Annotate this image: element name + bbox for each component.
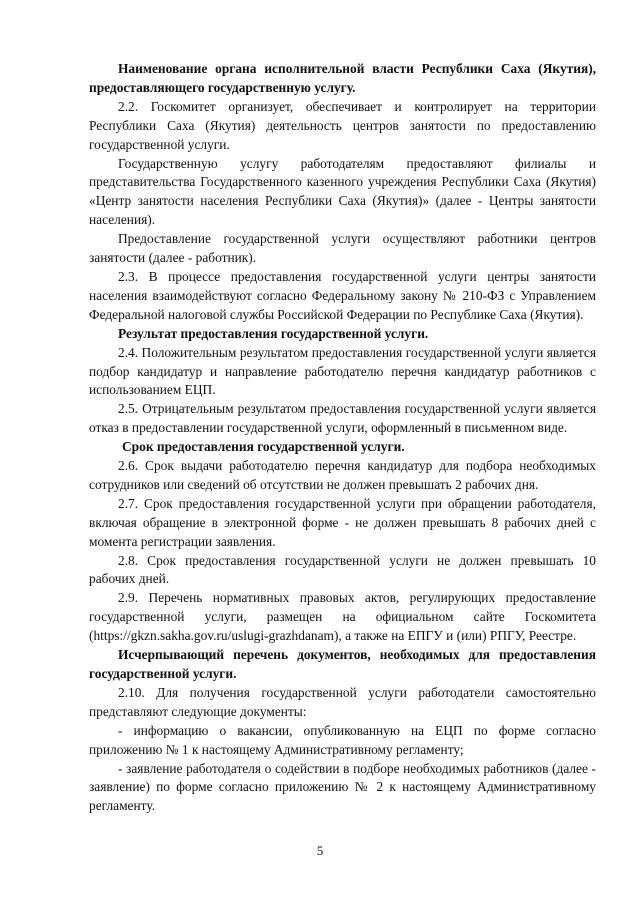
list-item-vacancy-info: - информацию о вакансии, опубликованную на ЕЦП по форме согласно приложению № 1 к настоящему Административному регламенту; <box>89 722 596 757</box>
paragraph-2-9: 2.9. Перечень нормативных правовых актов, регулирующих предоставление государственной услуги, размещен на официальном сайте Госкомитета (https://gkzn.sakha.gov.ru/uslugi-grazhdanam), а также на ЕПГУ и (или) РПГУ, Реестре. <box>89 590 596 644</box>
list-item-employer-application: - заявление работодателя о содействии в подборе необходимых работников (далее - заявление) по форме согласно приложению № 2 к настоящему Административному регламенту. <box>89 760 596 814</box>
paragraph-2-4: 2.4. Положительным результатом предоставления государственной услуги является подбор кандидатур и направление работодателю перечня кандидатур работников с использованием ЕЦП. <box>89 344 596 398</box>
paragraph-2-8: 2.8. Срок предоставления государственной услуги не должен превышать 10 рабочих дней. <box>89 552 596 587</box>
paragraph-2-6: 2.6. Срок выдачи работодателю перечня кандидатур для подбора необходимых сотрудников или сведений об отсутствии не должен превышать 2 рабочих дня. <box>89 458 596 492</box>
paragraph-branches: Государственную услугу работодателям предоставляют филиалы и представительства Государственного казенного учреждения Республики Саха (Якутия) «Центр занятости населения Республики Саха (Якутия)» (далее - Центры занятости населения). <box>89 155 596 228</box>
section-heading-authority: Наименование органа исполнительной власти Республики Саха (Якутия), предоставляющего государственную услугу. <box>89 61 596 95</box>
paragraph-2-3: 2.3. В процессе предоставления государственной услуги центры занятости населения взаимодействуют согласно Федеральному закону № 210-ФЗ с Управлением Федеральной налоговой службы Российской Федерации по Республике Саха (Якутия). <box>89 268 596 322</box>
paragraph-2-5: 2.5. Отрицательным результатом предоставления государственной услуги является отказ в предоставлении государственной услуги, оформленный в письменном виде. <box>89 401 596 436</box>
section-heading-term: Срок предоставления государственной услуги. <box>122 439 405 455</box>
section-heading-documents: Исчерпывающий перечень документов, необходимых для предоставления государственной услуги. <box>89 647 596 681</box>
paragraph-workers: Предоставление государственной услуги осуществляют работники центров занятости (далее - работник). <box>89 231 596 266</box>
paragraph-2-7: 2.7. Срок предоставления государственной услуги при обращении работодателя, включая обращение в электронной форме - не должен превышать 8 рабочих дней с момента регистрации заявления. <box>89 495 596 549</box>
section-heading-result: Результат предоставления государственной услуги. <box>118 325 429 341</box>
document-body <box>89 60 596 816</box>
paragraph-2-2: 2.2. Госкомитет организует, обеспечивает и контролирует на территории Республики Саха (Якутия) деятельность центров занятости по предоставлению государственной услуги. <box>89 98 596 152</box>
paragraph-2-10: 2.10. Для получения государственной услуги работодатели самостоятельно представляют следующие документы: <box>89 684 596 719</box>
page-number: 5 <box>316 843 324 858</box>
